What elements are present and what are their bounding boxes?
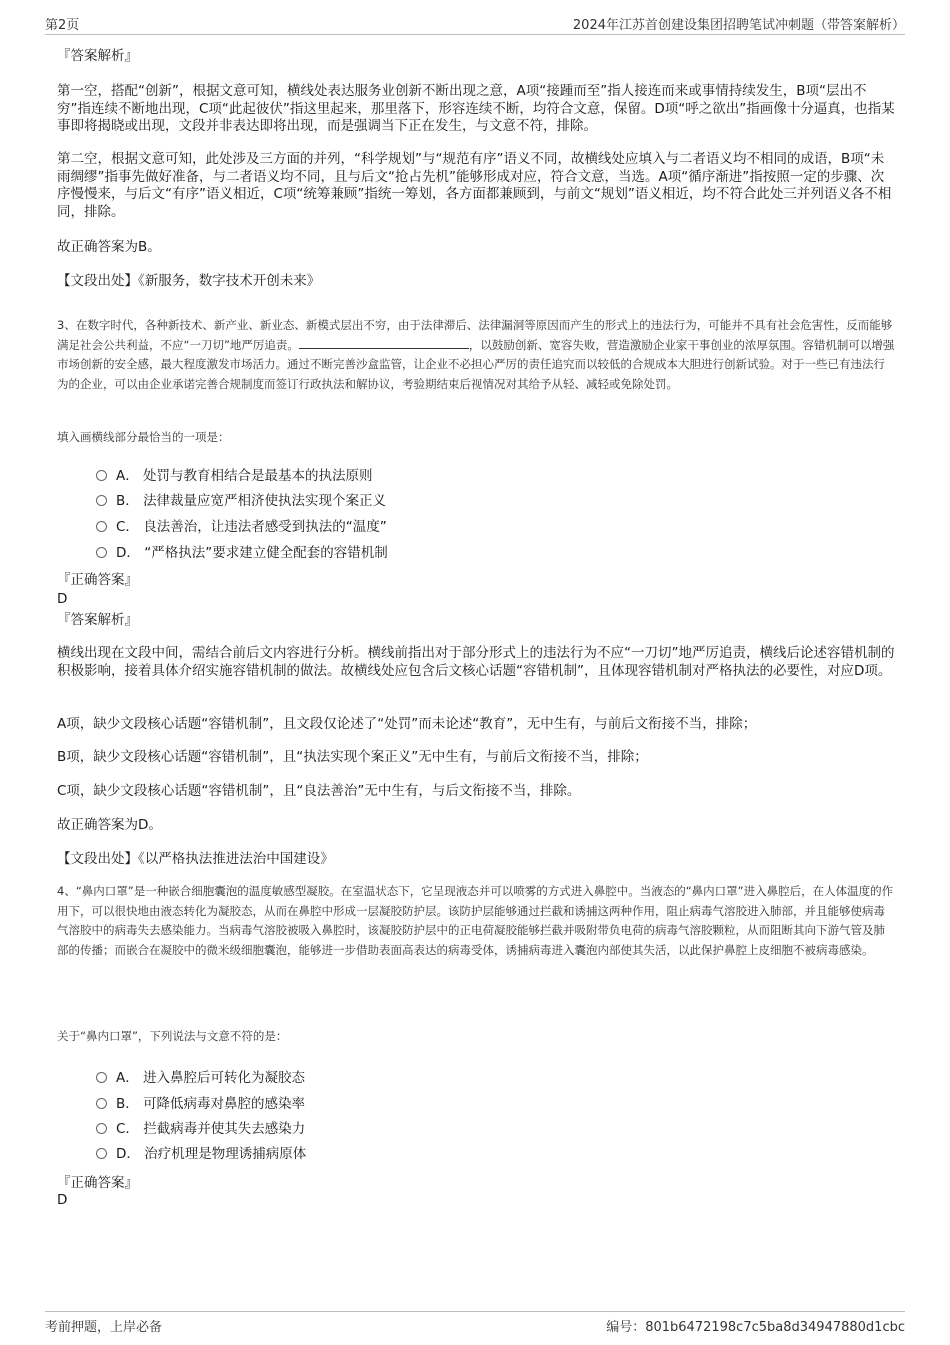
q3-answer: D (57, 591, 68, 607)
radio-icon[interactable] (96, 1072, 107, 1083)
option-text: “严格执法”要求建立健全配套的容错机制 (144, 545, 388, 561)
q3-conclusion: 故正确答案为D。 (57, 817, 162, 833)
option-letter: D． (116, 545, 140, 561)
q3-passage-before: 3、在数字时代，各种新技术、新产业、新业态、新模式层出不穷，由于法律滞后、法律漏洞等原因而产生的形式上的违法行为，可能并不具有社会危害性，反而能够满足社会公共利益，不应“一刀切”地严厉追责。 (57, 318, 893, 352)
q2-analysis-para1: 第一空，搭配“创新”，根据文意可知，横线处表达服务业创新不断出现之意，A项“接踵而至”指人接连而来或事情持续发生，B项“层出不穷”指连续不断地出现，C项“此起彼伏”指这里起来，那里落下，形容连续不断，均符合文意，保留。D项“呼之欲出”指画像十分逼真，也指某事即将揭晓或出现，文段并非表达即将出现，而是强调当下正在发生，与文意不符，排除。 (57, 83, 895, 134)
option-letter: C． (116, 519, 139, 535)
option-text: 良法善治，让违法者感受到执法的“温度” (143, 519, 387, 535)
q3-option-d[interactable] (96, 544, 388, 562)
option-text: 拦截病毒并使其失去感染力 (143, 1121, 306, 1137)
radio-icon[interactable] (96, 1123, 107, 1134)
option-text: 法律裁量应宽严相济使执法实现个案正义 (143, 493, 387, 509)
q4-option-d[interactable] (96, 1145, 306, 1163)
option-letter: B． (116, 1096, 139, 1112)
q2-source: 【文段出处】《新服务，数字技术开创未来》 (57, 273, 321, 289)
fill-in-blank-line (299, 336, 469, 349)
q3-prompt: 填入画横线部分最恰当的一项是： (57, 430, 230, 444)
q2-analysis-heading: 『答案解析』 (57, 48, 138, 64)
document-title: 2024年江苏首创建设集团招聘笔试冲刺题（带答案解析） (572, 18, 905, 33)
q4-option-b[interactable] (96, 1095, 305, 1113)
q3-answer-heading: 『正确答案』 (57, 572, 138, 588)
q3-source: 【文段出处】《以严格执法推进法治中国建设》 (57, 851, 334, 867)
page-header (45, 12, 905, 35)
q4-answer: D (57, 1192, 68, 1208)
q3-passage-after: ，以鼓励创新、宽容失败，营造激励企业家干事创业的浓厚氛围。容错机制可以增强市场创新的安全感，最大程度激发市场活力。通过不断完善沙盒监管，让企业不必担心严厉的责任追究而以较低的合规成本大胆进行创新试验。对于一些已有违法行为的企业，可以由企业承诺完善合规制度而签订行政执法和解协议，考验期结束后视情况对其给予从轻、减轻或免除处罚。 (57, 337, 895, 391)
option-letter: A． (116, 1070, 139, 1086)
radio-icon[interactable] (96, 547, 107, 558)
option-text: 可降低病毒对鼻腔的感染率 (143, 1096, 306, 1112)
option-text: 处罚与教育相结合是最基本的执法原则 (143, 468, 373, 484)
q4-option-c[interactable] (96, 1120, 305, 1138)
option-letter: B． (116, 493, 139, 509)
page-number: 第2页 (45, 18, 80, 33)
q4-prompt: 关于“鼻内口罩”，下列说法与文意不符的是： (57, 1029, 288, 1043)
document-id: 编号：801b6472198c7c5ba8d34947880d1cbc (606, 1320, 905, 1335)
q3-analysis-option-a: A项，缺少文段核心话题“容错机制”，且文段仅论述了“处罚”而未论述“教育”，无中生有，与前后文衔接不当，排除； (57, 716, 757, 732)
q3-option-a[interactable] (96, 467, 373, 485)
q3-analysis-option-c: C项，缺少文段核心话题“容错机制”，且“良法善治”无中生有，与后文衔接不当，排除。 (57, 783, 581, 799)
radio-icon[interactable] (96, 495, 107, 506)
q3-analysis-option-b: B项，缺少文段核心话题“容错机制”，且“执法实现个案正义”无中生有，与前后文衔接不当，排除； (57, 749, 648, 765)
q3-analysis-para1: 横线出现在文段中间，需结合前后文内容进行分析。横线前指出对于部分形式上的违法行为不应“一刀切”地严厉追责，横线后论述容错机制的积极影响，接着具体介绍实施容错机制的做法。故横线处应包含后文核心话题“容错机制”，且体现容错机制对严格执法的必要性，对应D项。 (57, 645, 895, 679)
q4-answer-heading: 『正确答案』 (57, 1175, 138, 1191)
option-letter: C． (116, 1121, 139, 1137)
option-letter: A． (116, 468, 139, 484)
q2-analysis-para2: 第二空，根据文意可知，此处涉及三方面的并列，“科学规划”与“规范有序”语义不同，故横线处应填入与二者语义均不相同的成语，B项“未雨绸缪”指事先做好准备，与二者语义均不同，且与后文“抢占先机”能够形成对应，符合文意，当选。A项“循序渐进”指按照一定的步骤、次序慢慢来，与后文“有序”语义相近，C项“统筹兼顾”指统一筹划，各方面都兼顾到，与前文“规划”语义相近，均不符合此处三并列语义各不相同，排除。 (57, 151, 892, 220)
radio-icon[interactable] (96, 1098, 107, 1109)
option-text: 进入鼻腔后可转化为凝胶态 (143, 1070, 306, 1086)
q4-option-a[interactable] (96, 1069, 305, 1087)
radio-icon[interactable] (96, 521, 107, 532)
radio-icon[interactable] (96, 1148, 107, 1159)
q3-analysis-heading: 『答案解析』 (57, 612, 138, 628)
option-text: 治疗机理是物理诱捕病原体 (144, 1146, 307, 1162)
q3-passage (57, 316, 895, 394)
q3-option-b[interactable] (96, 492, 386, 510)
q2-conclusion: 故正确答案为B。 (57, 239, 161, 255)
footer-slogan: 考前押题，上岸必备 (45, 1320, 163, 1335)
page-footer (45, 1311, 905, 1338)
q4-passage: 4、“鼻内口罩”是一种嵌合细胞囊泡的温度敏感型凝胶。在室温状态下，它呈现液态并可以喷雾的方式进入鼻腔中。当液态的“鼻内口罩”进入鼻腔后，在人体温度的作用下，可以很快地由液态转化为凝胶态，从而在鼻腔中形成一层凝胶防护层。该防护层能够通过拦截和诱捕这两种作用，阻止病毒气溶胶进入肺部，并且能够使病毒气溶胶中的病毒失去感染能力。当病毒气溶胶被吸入鼻腔时，该凝胶防护层中的正电荷凝胶能够拦截并吸附带负电荷的病毒气溶胶颗粒，从而阻断其向下游气管及肺部的传播；而嵌合在凝胶中的微米级细胞囊泡，能够进一步借助表面高表达的病毒受体，诱捕病毒进入囊泡内部使其失活，以此保护鼻腔上皮细胞不被病毒感染。 (57, 884, 894, 957)
option-letter: D． (116, 1146, 140, 1162)
radio-icon[interactable] (96, 470, 107, 481)
q3-option-c[interactable] (96, 518, 387, 536)
